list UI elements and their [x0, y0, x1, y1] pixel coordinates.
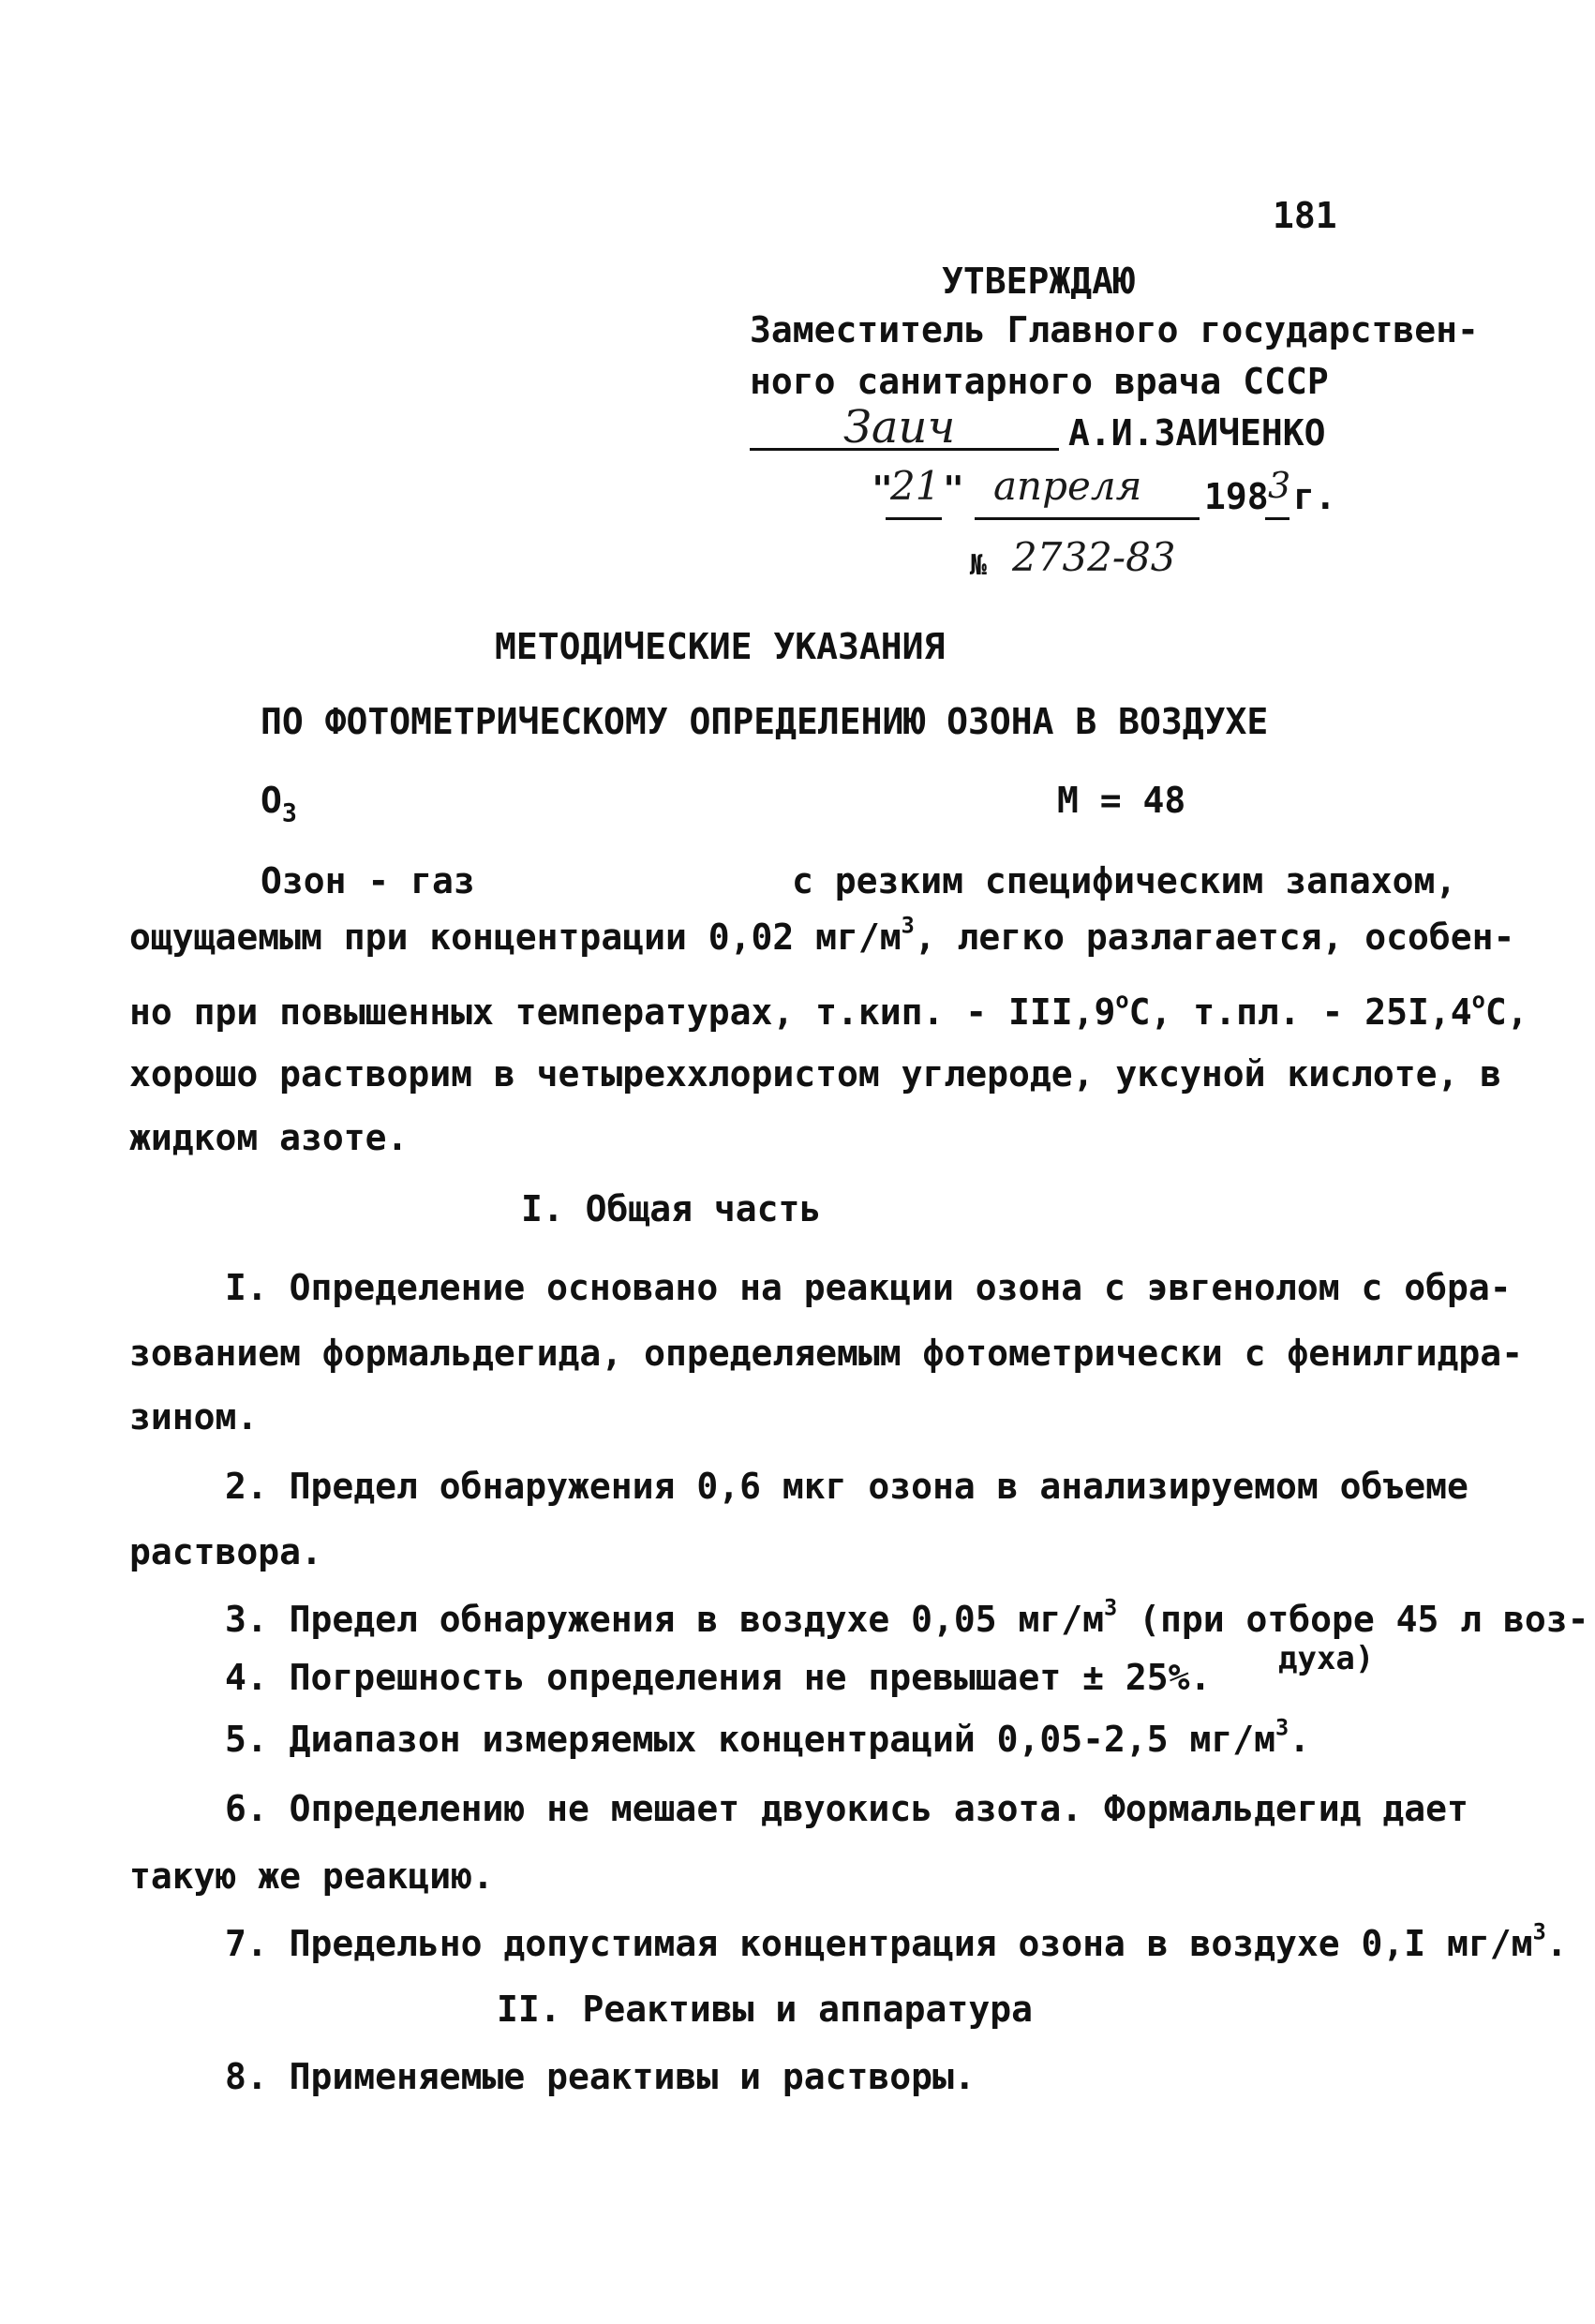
signature: Заич [843, 401, 956, 454]
date-month-underline [975, 517, 1200, 520]
date-day: 21 [890, 463, 941, 509]
intro-line5: жидком азоте. [129, 1117, 409, 1158]
formula-subscript: 3 [281, 798, 297, 828]
approval-position-line1: Заместитель Главного государствен- [750, 309, 1479, 350]
date-open-quote: " [872, 469, 893, 510]
date-year-prefix: 198 [1204, 476, 1269, 517]
item2-line2: раствора. [129, 1531, 322, 1572]
page-number: 181 [1273, 195, 1337, 236]
item4-line: 4. Погрешность определения не превышает ± 25%. [225, 1657, 1212, 1698]
document-title-line1: МЕТОДИЧЕСКИЕ УКАЗАНИЯ [495, 626, 946, 667]
item7-line: 7. Предельно допустимая концентрация озона в воздухе 0,I $мг/м^3$. [225, 1918, 1568, 1964]
date-day-underline [886, 517, 942, 520]
intro-line2: ощущаемым при концентрации 0,02 $мг/м^3$, легко разлагается, особен- [129, 912, 1515, 958]
item8-line: 8. Применяемые реактивы и растворы. [225, 2056, 976, 2097]
item1-line3: зином. [129, 1396, 259, 1438]
registration-number: 2732-83 [1012, 534, 1176, 580]
item3-continuation: духа) [1278, 1640, 1375, 1677]
approval-heading: УТВЕРЖДАЮ [942, 261, 1135, 302]
item1-line1: I. Определение основано на реакции озона с эвгенолом с обра- [225, 1267, 1512, 1308]
date-close-quote: " [943, 469, 964, 510]
item2-line1: 2. Предел обнаружения 0,6 мкг озона в анализируемом объеме [225, 1466, 1468, 1507]
approval-position-line2: ного санитарного врача СССР [750, 361, 1329, 402]
intro-line1a: Озон - газ [261, 860, 475, 901]
date-year-suffix: г. [1293, 476, 1336, 517]
chemical-formula: $O_3$ [261, 780, 297, 828]
document-title-line2: ПО ФОТОМЕТРИЧЕСКОМУ ОПРЕДЕЛЕНИЮ ОЗОНА В ВОЗДУХЕ [261, 701, 1269, 742]
intro-line1b: с резким специфическим запахом, [792, 860, 1457, 901]
item5-line: 5. Диапазон измеряемых концентраций 0,05-2,5 $мг/м^3$. [225, 1714, 1311, 1760]
molecular-mass: M = 48 [1057, 780, 1186, 821]
item3-line: 3. Предел обнаружения в воздухе 0,05 $мг/м^3$ (при отборе 45 л воз- [225, 1594, 1589, 1640]
item6-line2: такую же реакцию. [129, 1855, 494, 1897]
section1-title: I. Общая часть [521, 1188, 822, 1229]
date-year-underline [1265, 517, 1289, 520]
date-month: апреля [993, 463, 1142, 509]
item6-line1: 6. Определению не мешает двуокись азота. Формальдегид дает [225, 1788, 1468, 1829]
intro-line3: но при повышенных температурах, т.кип. - III,9$^o$С, т.пл. - 25I,4$^o$С, [129, 987, 1528, 1033]
registration-number-label: № [970, 549, 988, 582]
intro-line4: хорошо растворим в четыреххлористом углероде, уксуной кислоте, в [129, 1053, 1502, 1095]
approver-name: А.И.ЗАИЧЕНКО [1068, 412, 1326, 454]
date-year-digit: 3 [1268, 465, 1291, 506]
item1-line2: зованием формальдегида, определяемым фотометрически с фенилгидра- [129, 1333, 1524, 1374]
section2-title: II. Реактивы и аппаратура [497, 1989, 1033, 2030]
